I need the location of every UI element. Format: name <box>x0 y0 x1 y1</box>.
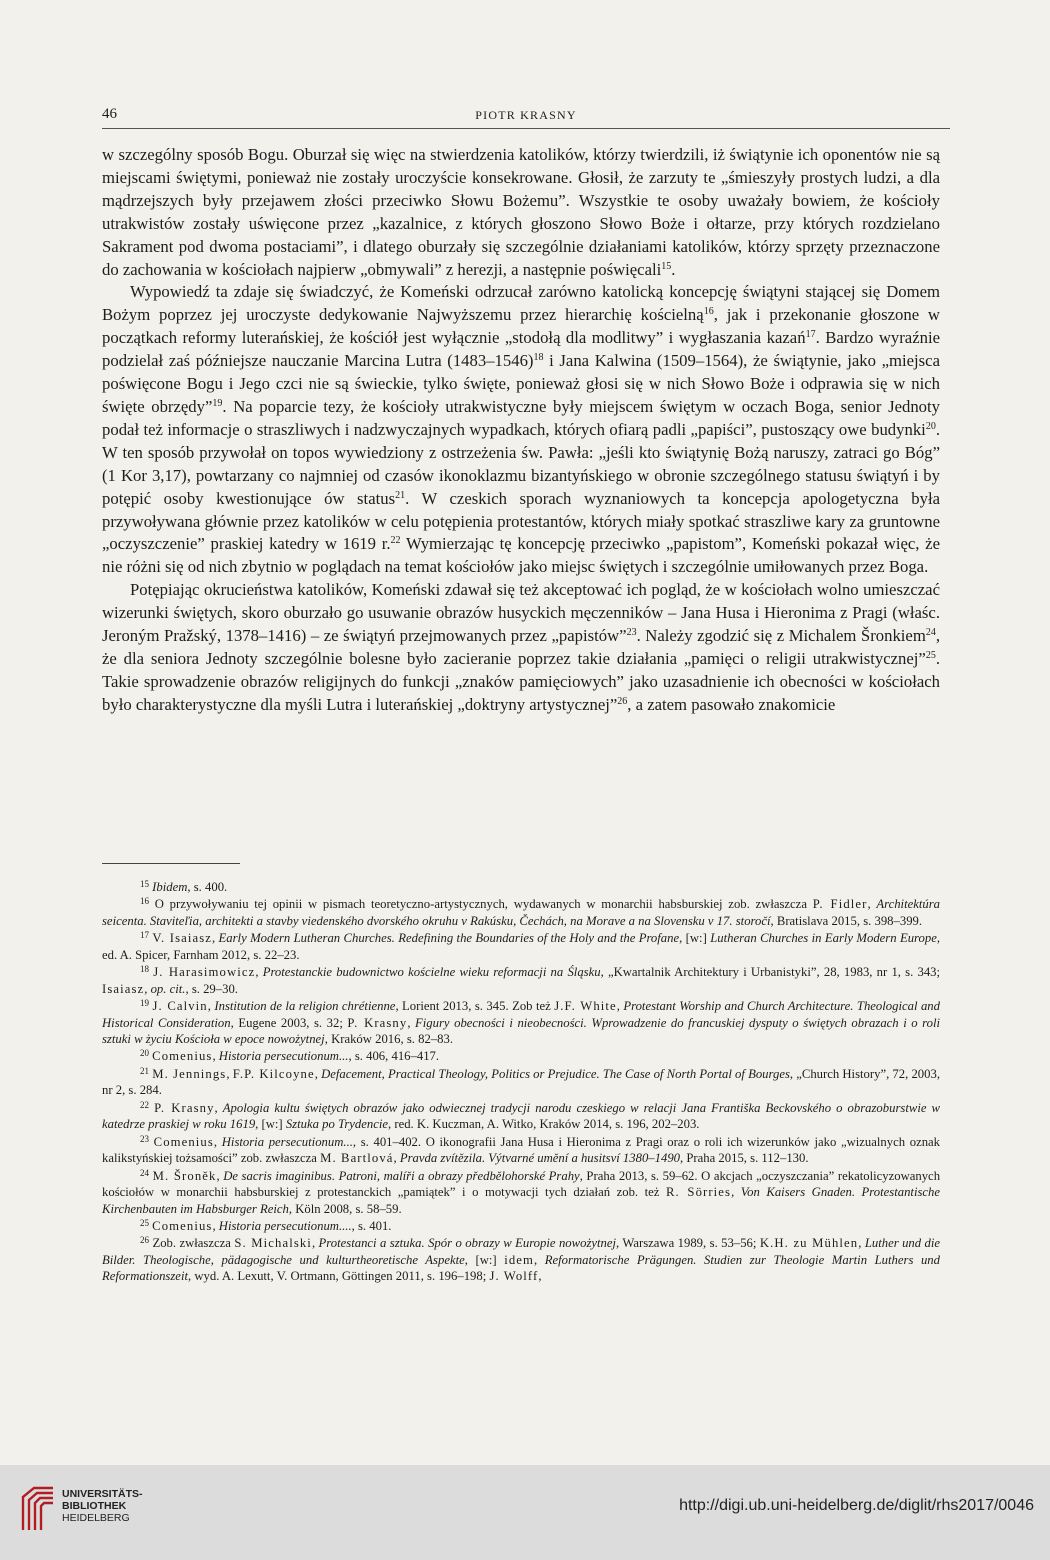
footnote-title: Protestant Worship and Church Architecture. Theological and Historical Consideration <box>102 999 940 1030</box>
footnote-number: 22 <box>140 1099 149 1110</box>
footnote-reference[interactable]: 22 <box>390 535 401 547</box>
footnote <box>102 896 940 929</box>
footnote-title: op. cit. <box>150 981 186 996</box>
footnote-text: , Lorient 2013, s. 345. Zob też <box>395 999 555 1014</box>
footnote-reference[interactable]: 20 <box>925 420 936 432</box>
footnote <box>102 1218 940 1235</box>
footnote-reference[interactable]: 21 <box>395 489 406 501</box>
footnote <box>102 879 940 896</box>
footnote-text: , <box>207 999 215 1014</box>
footnote-author: P. Krasny <box>154 1100 215 1115</box>
footnote-author: P. Krasny <box>347 1015 408 1030</box>
text-run: Potępiając okrucieństwa katolików, Komeński zdawał się też akceptować ich pogląd, że w kościołach wolno umieszczać wizerunki świętych, skoro oburzało go usuwanie obrazów husyckich męczenników – Jana Husa i Hieronima z Pragi (właśc. Jeroným Pražský, 1378–1416) – ze świątyń przejmowanych przez „papistów” <box>102 580 940 646</box>
footnote-author: S. Michalski <box>234 1236 312 1251</box>
footnote-reference[interactable]: 26 <box>617 695 628 707</box>
text-run: . W czeskich sporach wyznaniowych ta koncepcja apologetyczna była przywoływana głównie przez katolików w celu potępienia protestantów, których miały spotkać straszliwe kary za gruntowne „oczyszczenie” praskiej katedry w 1619 r. <box>102 488 940 554</box>
text-run: . Bardzo wyraźnie podzielał zaś późniejsze nauczanie Marcina Lutra (1483–1546) <box>102 328 940 371</box>
footnote-number: 17 <box>140 930 149 941</box>
footnote-text: , <box>216 1168 224 1183</box>
paragraph-3 <box>102 579 940 716</box>
text-run: i Jana Kalwina (1509–1564), że świątynie, jako „miejsca poświęcone Bogu i Jego czci nie są świeckie, tylko święte, ponieważ głosi się w nich Słowo Boże i odprawia się w nich święte obrzędy” <box>102 351 940 416</box>
footnote-text: , Köln 2008, s. 58–59. <box>288 1201 402 1216</box>
footnote-author: R. Sörries <box>665 1185 732 1200</box>
footnote-title: Protestanci a sztuka. Spór o obrazy w Europie nowożytnej <box>318 1236 617 1251</box>
text-run: w szczególny sposób Bogu. Oburzał się więc na stwierdzenia katolików, którzy twierdzili, iż świątynie ich oponentów nie są miejscami świętymi, ponieważ nie zostały uroczyście konsekrowane. Głosił, że zarzuty te „śmieszyły prostych ludzi, a dla mądrzejszych były przejawem złości przeciwko Słowu Bożemu”. Wszystkie te osoby uważały bowiem, że kościoły utrakwistów zostały uświęcone przez „kazalnice, z których głoszono Słowo Boże i ołtarze, przy których rozdzielano Sakrament pod dwoma postaciami”, i dlatego oburzały się szczególnie działaniami katolików, którzy sprzęty przeznaczone do zachowania w kościołach najpierw „obmywali” z herezji, a następnie poświęcali <box>102 145 940 279</box>
footnote-text: , [w:] <box>464 1252 505 1267</box>
source-url-link[interactable]: http://digi.ub.uni-heidelberg.de/diglit/rhs2017/0046 <box>679 1497 1034 1514</box>
footnote-text: , <box>538 1269 542 1284</box>
footnote-text: , Kraków 2016, s. 82–83. <box>324 1032 453 1047</box>
footnote-author: P. Fidler <box>812 897 868 912</box>
footnote-number: 21 <box>140 1065 149 1076</box>
paragraph-1 <box>102 144 940 281</box>
footnotes <box>102 879 940 1286</box>
text-run: , a zatem pasowało znakomicie <box>627 694 836 714</box>
footnote-text: , <box>731 1185 741 1200</box>
footnote-text: , <box>407 1015 416 1030</box>
footnote <box>102 1168 940 1218</box>
footnote-text: , <box>314 1066 322 1081</box>
page-number: 46 <box>102 106 117 122</box>
footnote-reference[interactable]: 25 <box>925 649 936 661</box>
footnote <box>102 1134 940 1167</box>
footnote-title: Von Kaisers Gnaden. Protestantische Kirchenbauten im Habsburger Reich <box>102 1185 941 1216</box>
library-name <box>62 1488 143 1524</box>
footnote-number: 16 <box>140 896 149 907</box>
footnote-separator <box>102 863 240 864</box>
footnote-author: J. Harasimowicz <box>153 965 256 980</box>
footnote-author: Comenius <box>152 1049 213 1064</box>
footnote-title: De sacris imaginibus. Patroni, malíři a obrazy předbělohorské Prahy <box>223 1168 580 1183</box>
footnote-author: M. Bartlová <box>320 1151 394 1166</box>
footnote-title: Ibidem <box>152 880 188 894</box>
footnote-title: Luther und die Bilder. Theologische, pädagogische und kulturtheoretische Aspekte <box>102 1236 941 1267</box>
paragraph-2 <box>102 281 940 579</box>
body-text <box>102 144 940 717</box>
footnote-reference[interactable]: 24 <box>925 627 936 639</box>
footnote-text: , <box>144 981 151 996</box>
footnote-text: , s. 406, 416–417. <box>348 1049 440 1064</box>
footnote-text: , <box>858 1236 865 1251</box>
footnote-title: Historia persecutionum... <box>218 1049 349 1064</box>
footnote-title: Figury obecności i nieobecności. Wprowadzenie do francuskiej dysputy o świętych obrazach i o roli sztuki w życiu Kościoła w epoce nowożytnej <box>102 1015 940 1047</box>
text-run: Wymierzając tę koncepcję przeciwko „papistom”, Komeński pokazał więc, że nie różni się od nich zbytnio w poglądach na temat kościołów jako miejsc świętych i szczególnie umiłowanych przez Boga. <box>102 534 940 577</box>
footnote-title: Institution de la religion chrétienne <box>214 999 396 1014</box>
footnote-text: , <box>311 1236 319 1251</box>
running-title: PIOTR KRASNY <box>475 108 577 122</box>
footnote <box>102 1048 940 1065</box>
text-run: . <box>671 259 676 279</box>
footnote-text: , <box>393 1151 400 1166</box>
footnote-author: Comenius <box>152 1218 213 1233</box>
footnote-title: Historia persecutionum.... <box>218 1218 352 1233</box>
footnote-text: , s. 400. <box>187 880 228 894</box>
footnote-text: , <box>867 897 877 912</box>
footnote-title: Protestanckie budownictwo kościelne wieku reformacji na Śląsku <box>262 965 601 980</box>
footnote-text: , <box>211 931 219 946</box>
footnote-reference[interactable]: 23 <box>626 627 637 639</box>
footnote-text: Zob. zwłaszcza <box>152 1236 235 1251</box>
digitization-footer <box>0 1465 1050 1560</box>
footnote-text: , <box>534 1252 545 1267</box>
footnote-text: , <box>214 1100 223 1115</box>
footnote-author: F.P. Kilcoyne <box>232 1066 315 1081</box>
footnote <box>102 964 940 997</box>
footnote-title: Reformatorische Prägungen. Studien zur Theologie Martin Luthers und Reformationszeit <box>102 1252 940 1284</box>
footnote-title: Pravda zvítězila. Výtvarné umění a husitsví 1380–1490 <box>399 1151 681 1166</box>
footnote-title: Defacement, Practical Theology, Politics or Prejudice. The Case of North Portal of Bourges <box>321 1066 790 1081</box>
footnote-text: , s. 29–30. <box>185 981 238 996</box>
footnote-text: , <box>226 1066 233 1081</box>
text-run: . Na poparcie tezy, że kościoły utrakwistyczne były miejscem świętym w oczach Boga, senior Jednoty podał też informacje o straszliwych i nadzwyczajnych wypadkach, których ofiarą padli „papiści”, pustoszący owe budynki <box>102 396 940 439</box>
footnote-number: 19 <box>140 998 149 1009</box>
footnote-title: Architektúra seicenta. Staviteľia, architekti a stavby viedenského dvorského okruhu v Rakúsku, Čechách, na Morave a na Slovensku v 17. storočí <box>102 897 941 928</box>
footnote-title: Lutheran Churches in Early Modern Europe <box>710 931 937 946</box>
footnote-reference[interactable]: 18 <box>533 352 544 364</box>
page-header <box>102 104 950 129</box>
footnote-reference[interactable]: 16 <box>703 306 714 318</box>
text-run: . Takie sprowadzenie obrazów religijnych do funkcji „znaków pamięciowych” jako uzasadnienie ich obecności w kościołach było charakterystyczne dla myśli Lutra i luterańskiej „doktryny artystycznej” <box>102 648 940 714</box>
footnote-text: , ed. A. Spicer, Farnham 2012, s. 22–23. <box>102 931 941 962</box>
footnote <box>102 1100 940 1133</box>
footnote-author: M. Jennings <box>152 1066 227 1081</box>
footnote-author: J. Calvin <box>152 999 208 1014</box>
footnote-author: Comenius <box>153 1134 214 1149</box>
footnote-text: , Warszawa 1989, s. 53–56; <box>616 1236 760 1251</box>
footnote-text: , [w:] <box>255 1117 286 1132</box>
footnote-number: 26 <box>140 1235 149 1246</box>
footnote-number: 18 <box>140 964 149 975</box>
footnote <box>102 930 940 963</box>
footnote-author: M. Šroněk <box>152 1168 217 1183</box>
footnote-number: 24 <box>140 1167 149 1178</box>
footnote-text: , <box>616 999 624 1014</box>
footnote-author: J. Wolff <box>489 1269 539 1284</box>
footnote-reference[interactable]: 19 <box>212 397 223 409</box>
footnote-text: , „Church History”, 72, 2003, nr 2, s. 284. <box>102 1066 941 1098</box>
footnote <box>102 1066 940 1099</box>
footnote-text: , Bratislava 2015, s. 398–399. <box>770 913 923 928</box>
footnote-text: , <box>255 965 263 980</box>
library-name-line2: BIBLIOTHEK <box>62 1500 127 1512</box>
footnote-number: 20 <box>140 1048 149 1059</box>
footnote-author: J.F. White <box>554 999 617 1014</box>
text-run: , że dla seniora Jednoty szczególnie bolesne było zacieranie poprzez takie działania „pamięci o religii utrakwistycznej” <box>102 626 940 668</box>
ub-heidelberg-logo-icon <box>20 1485 56 1533</box>
footnote-number: 23 <box>140 1133 149 1144</box>
footnote-number: 25 <box>140 1217 149 1228</box>
text-run: . W ten sposób przywołał on topos wywiedziony z ostrzeżenia św. Pawła: „jeśli kto świątynię Bożą naruszy, zatraci go Bóg” (1 Kor 3,17), powtarzany co najmniej od czasów ikonoklazmu bizantyńskiego w obronie szczególnego statusu świątyń i by potępić osoby kwestionujące ów status <box>102 419 940 508</box>
footnote <box>102 998 940 1048</box>
footnote-title: Historia persecutionum... <box>221 1134 353 1149</box>
footnote-text: , Eugene 2003, s. 32; <box>230 1015 348 1030</box>
library-name-line3: HEIDELBERG <box>62 1512 130 1524</box>
library-name-line1: UNIVERSITÄTS- <box>62 1488 143 1500</box>
footnote-text: , s. 401–402. O ikonografii Jana Husa i Hieronima z Pragi oraz o roli ich wizerunków jako „wizualnych oznak kalikstyńskiej tożsamości” zob. zwłaszcza <box>102 1134 941 1166</box>
footnote-title: Apologia kultu świętych obrazów jako odwiecznej tradycji narodu czeskiego w relacji Jana Františka Beckovského o obrazoburstwie w katedrze praskiej w roku 1619 <box>102 1100 941 1132</box>
footnote <box>102 1235 940 1285</box>
footnote-number: 15 <box>140 879 149 889</box>
footnote-text: , „Kwartalnik Architektury i Urbanistyki”, 28, 1983, nr 1, s. 343; <box>600 965 941 980</box>
footnote-author: idem <box>504 1252 535 1267</box>
footnote-title: Early Modern Lutheran Churches. Redefining the Boundaries of the Holy and the Profane <box>218 931 680 946</box>
footnote-text: , <box>213 1134 222 1149</box>
text-run: , jak i przekonanie głoszone w początkach reformy luterańskiej, że kościół jest wyłącznie „stodołą dla modlitwy” i wygłaszania kazań <box>102 305 940 348</box>
text-run: Wypowiedź ta zdaje się świadczyć, że Komeński odrzucał zarówno katolicką koncepcję świątyni stającej się Domem Bożym poprzez jej uroczyste dedykowanie Najwyższemu przez hierarchię kościelną <box>102 282 940 325</box>
footnote-text: , wyd. A. Lexutt, V. Ortmann, Göttingen 2011, s. 196–198; <box>188 1269 490 1284</box>
footnote-author: K.H. zu Mühlen <box>759 1236 859 1251</box>
footnote-reference[interactable]: 17 <box>805 329 816 341</box>
footnote-text: , red. K. Kuczman, A. Witko, Kraków 2014, s. 196, 202–203. <box>388 1117 700 1132</box>
footnote-text: , s. 401. <box>351 1218 392 1233</box>
footnote-reference[interactable]: 15 <box>661 260 672 272</box>
footnote-text: , <box>212 1049 219 1064</box>
footnote-author: Isaiasz <box>102 981 145 996</box>
footnote-text: , [w:] <box>679 931 711 946</box>
footnote-author: V. Isaiasz <box>152 931 212 946</box>
text-run: . Należy zgodzić się z Michalem Šronkiem <box>636 626 926 646</box>
footnote-text: , <box>212 1218 219 1233</box>
footnote-text: , Praha 2015, s. 112–130. <box>680 1151 809 1166</box>
footnote-title: Sztuka po Trydencie <box>285 1117 389 1132</box>
footnote-text: O przywoływaniu tej opinii w pismach teoretyczno-artystycznych, wydawanych w monarchii habsburskiej zob. zwłaszcza <box>154 897 813 912</box>
footnote-text: , Praha 2013, s. 59–62. O akcjach „oczyszczania” rekatolicyzowanych kościołów w monarchii habsburskiej z protestanckich „pamiątek” i o motywacji tych działań zob. też <box>102 1168 941 1200</box>
